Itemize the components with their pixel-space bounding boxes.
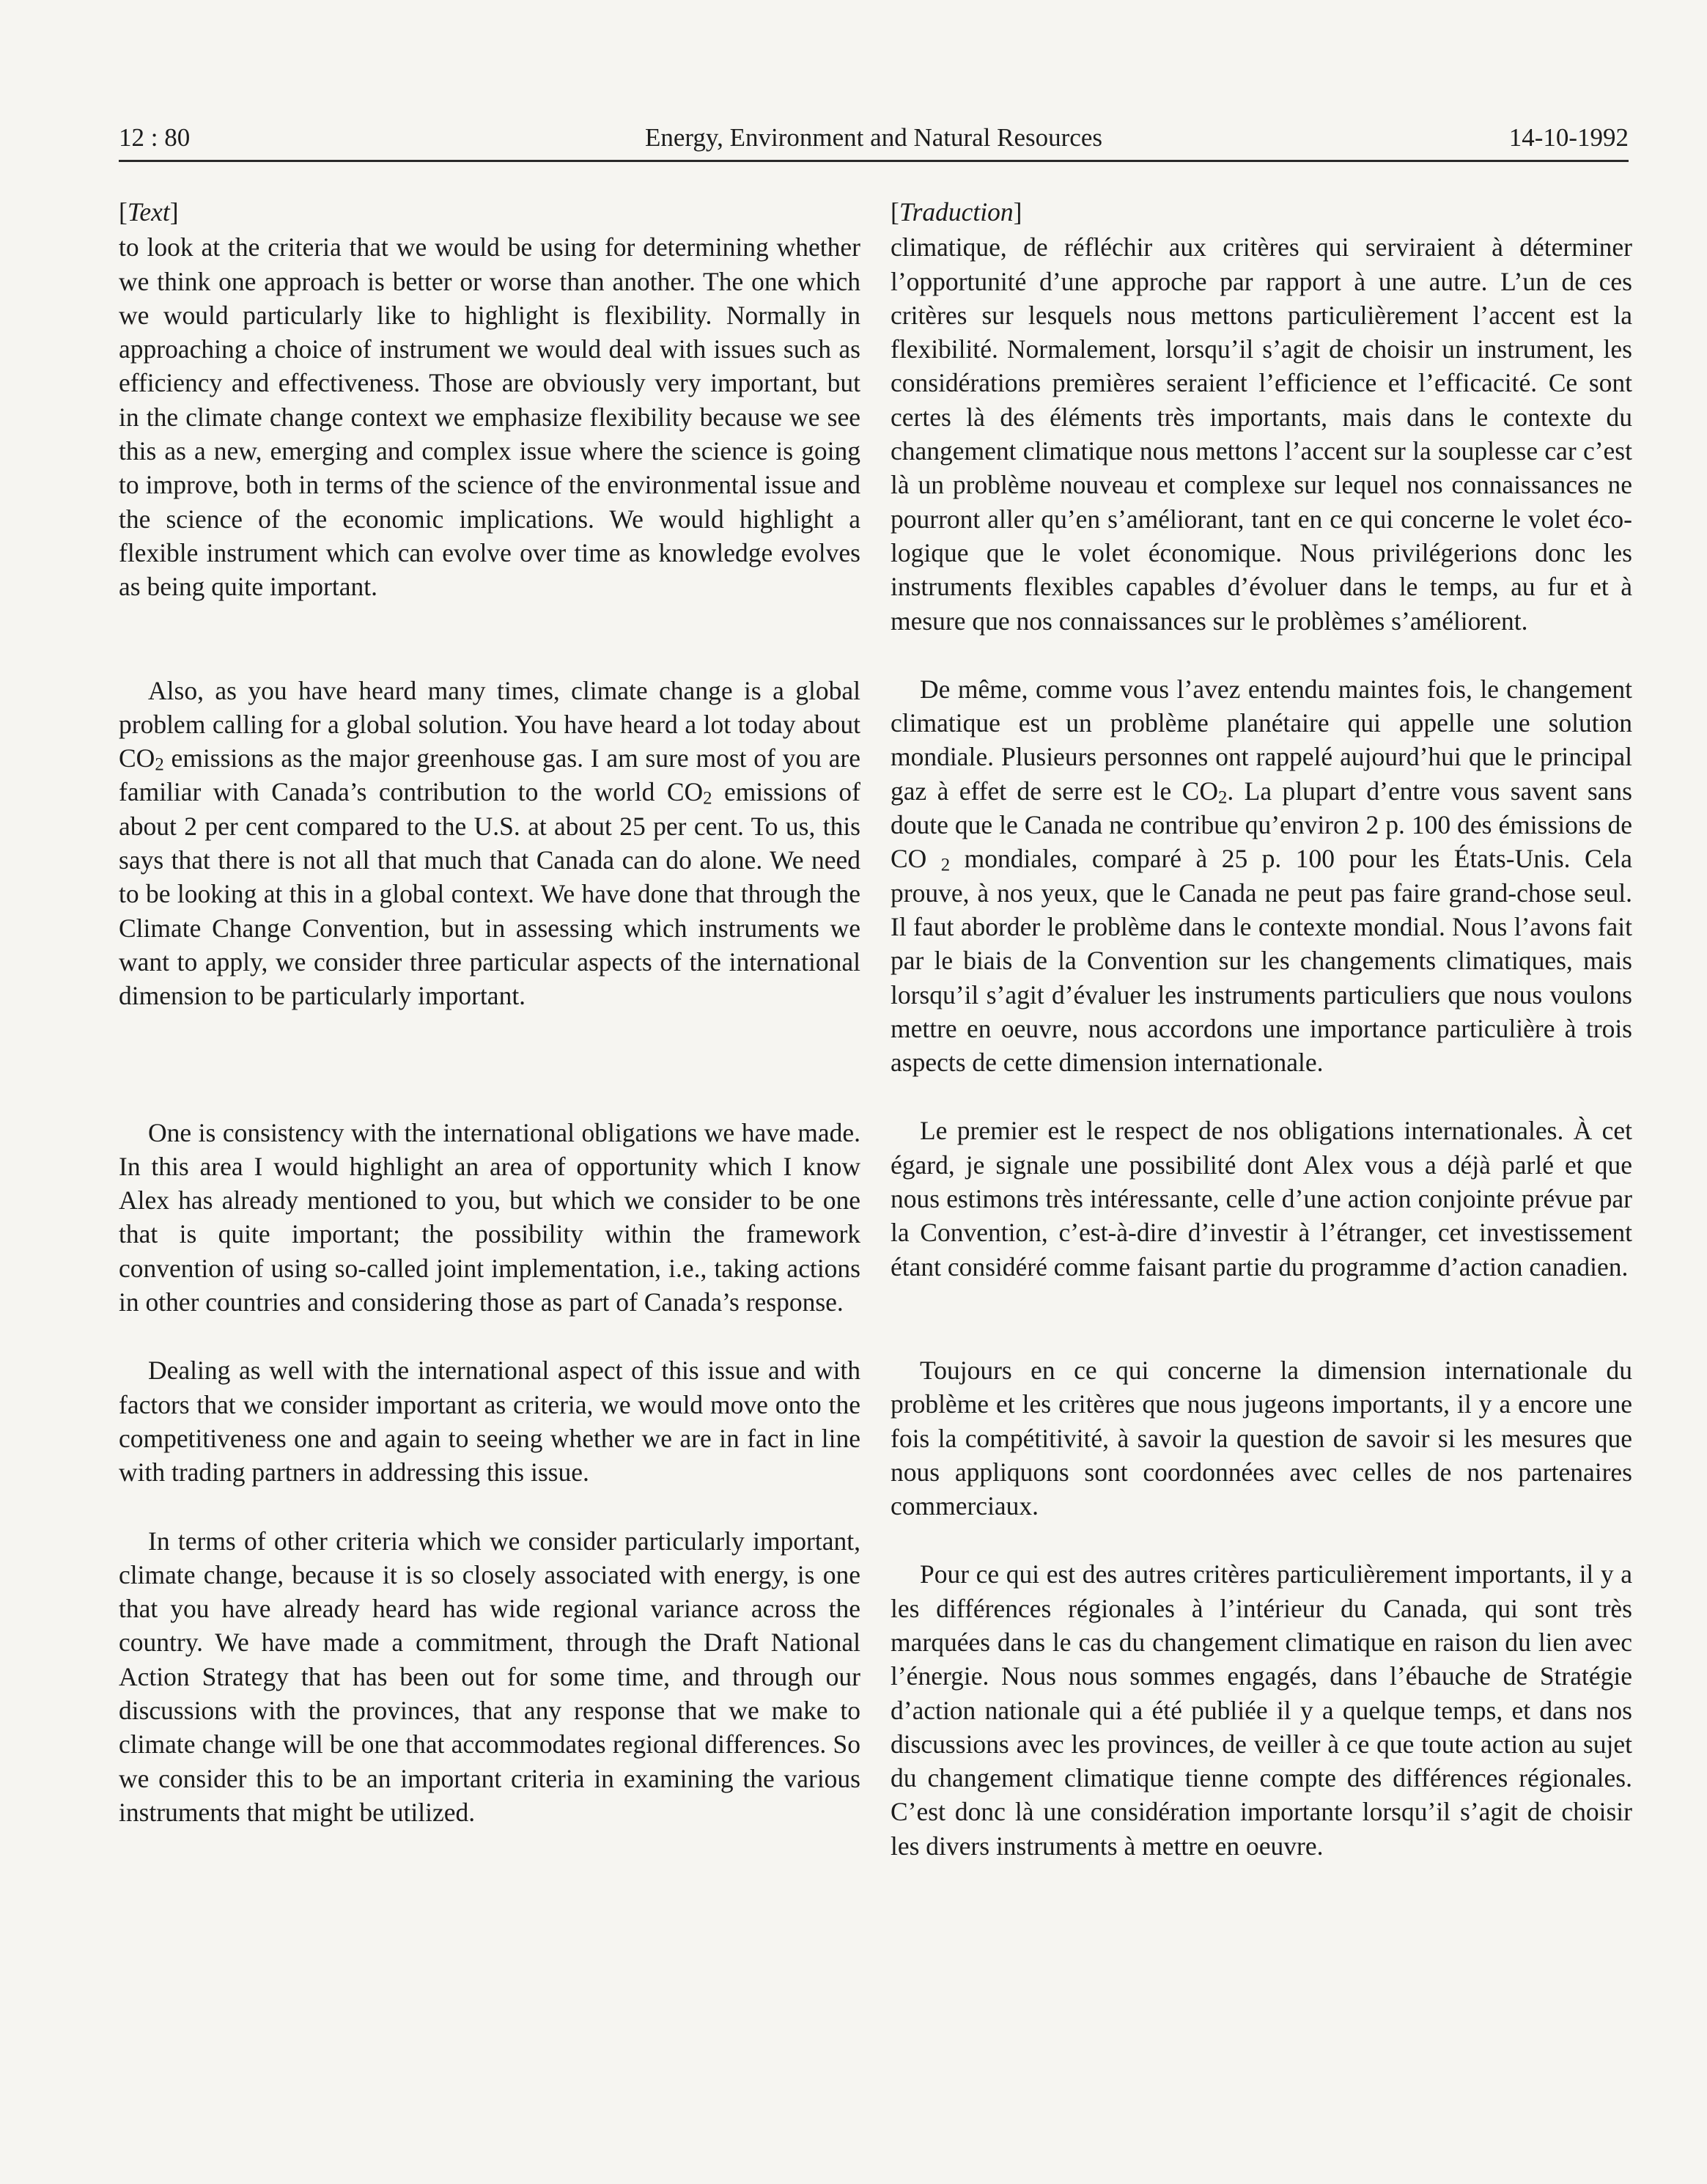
paragraph: In terms of other criteria which we consider particularly important, climate change, because it is so closely associated with energy, is one that you have already heard has wide regional variance across the country. We have made a commitment, through the Draft National Action Strategy that has been out for some time, and through our discussions with the provinces, that any response that we make to climate change will be one that accommodates regional differences. So we consider this to be an important criteria in examining the various instruments that might be utilized. xyxy=(119,1526,860,1827)
column-label: [Traduction] xyxy=(891,197,1022,227)
paragraph: Le premier est le respect de nos obligations internationales. À cet égard, je signale une possibilité dont Alex vous a déjà parlé et que nous estimons très intéressante, celle d’une action conjointe prévue par la Convention, c’est-à-dire d’investir à l’étranger, cet investissement étant considéré comme faisant partie du programme d’action canadien. xyxy=(891,1116,1632,1282)
paragraph: Toujours en ce qui concerne la dimension internationale du problème et les critères que nous jugeons importants, il y a encore une fois la compétitivité, à savoir la question de savoir si les mesures que nous appliquons sont coordonnées avec celles de nos partenaires commerciaux. xyxy=(891,1355,1632,1521)
paragraph: climatique, de réfléchir aux critères qui serviraient à déterminer l’opportunité d’une approche par rapport à une autre. L’un de ces critères sur lesquels nous mettons particulièrement l’accent est la flexibilité. Normalement, lorsqu’il s’agit de choisir un instrument, les considérations premières seraient l’efficience et l’efficacité. Ce sont certes là des éléments très importants, mais dans le contexte du changement climatique nous mettons l’accent sur la souplesse car c’est là un problème nouveau et complexe sur lequel nos connaissances ne pourront aller qu’en s’améliorant, tant en ce qui concerne le volet écologique que le volet économique. Nous privilégerions donc les instruments flexibles capables d’évoluer dans le temps, au fur et à mesure que nos connaissances sur le problèmes s’améliorent. xyxy=(891,232,1632,636)
publication-title: Energy, Environment and Natural Resources xyxy=(645,123,1102,152)
header-rule xyxy=(119,160,1629,162)
paragraph: Pour ce qui est des autres critères particulièrement importants, il y a les différences régionales à l’intérieur du Canada, qui sont très marquées dans le cas du changement climatique en raison du lien avec l’énergie. Nous nous sommes engagés, dans l’ébauche de Stratégie d’action nationale qui a été publiée il y a quelque temps, et dans nos discussions avec les provinces, de veiller à ce que toute action au sujet du changement climatique tienne compte des différences régionales. C’est donc là une considération importante lorsqu’il s’agit de choisir les divers instruments à mettre en oeuvre. xyxy=(891,1559,1632,1861)
publication-date: 14-10-1992 xyxy=(1508,123,1629,152)
page-header xyxy=(119,117,1629,158)
paragraph: Also, as you have heard many times, climate change is a global problem calling for a global solution. You have heard a lot today about $CO_2$ emissions as the major greenhouse gas. I am sure most of you are familiar with Canada’s contribution to the world $CO_2$ emissions of about 2 per cent compared to the U.S. at about 25 per cent. To us, this says that there is not all that much that Canada can do alone. We need to be looking at this in a global context. We have done that through the Climate Change Convention, but in assessing which instruments we want to apply, we consider three particular aspects of the international dimension to be particularly important. xyxy=(119,675,860,1011)
paragraph: One is consistency with the international obligations we have made. In this area I would highlight an area of opportunity which I know Alex has already mentioned to you, but which we consider to be one that is quite important; the possibility within the framework convention of using so-called joint implementation, i.e., taking actions in other countries and considering those as part of Canada’s response. xyxy=(119,1117,860,1317)
page-number: 12 : 80 xyxy=(119,123,191,152)
french-column xyxy=(891,195,1632,1863)
paragraph: to look at the criteria that we would be using for determining whether we think one approach is better or worse than another. The one which we would particularly like to highlight is flexibility. Normally in approaching a choice of instrument we would deal with issues such as efficiency and effectiveness. Those are obviously very important, but in the climate change context we emphasize flexibility because we see this as a new, emerging and complex issue where the science is going to improve, both in terms of the science of the environmental issue and the science of the economic implications. We would highlight a flexible instrument which can evolve over time as knowledge evolves as being quite important. xyxy=(119,232,860,602)
english-column xyxy=(119,195,860,1829)
paragraph: Dealing as well with the international aspect of this issue and with factors that we consider important as criteria, we would move onto the competitiveness one and again to seeing whether we are in fact in line with trading partners in addressing this issue. xyxy=(119,1356,860,1488)
column-label: [Text] xyxy=(119,197,179,227)
paragraph: De même, comme vous l’avez entendu maintes fois, le changement climatique est un problème planétaire qui appelle une solution mondiale. Plusieurs personnes ont rappelé aujourd’hui que le principal gaz à effet de serre est le $CO_2$. La plupart d’entre vous savent sans doute que le Canada ne contribue qu’environ 2 p. 100 des émissions de CO $_2$ mondiales, comparé à 25 p. 100 pour les États-Unis. Cela prouve, à nos yeux, que le Canada ne peut pas faire grand-chose seul. Il faut aborder le problème dans le contexte mondial. Nous l’avons fait par le biais de la Convention sur les changements climatiques, mais lorsqu’il s’agit d’évaluer les instruments particuliers que nous voulons mettre en oeuvre, nous accordons une importance particulière à trois aspects de cette dimension internationale. xyxy=(891,674,1632,1078)
